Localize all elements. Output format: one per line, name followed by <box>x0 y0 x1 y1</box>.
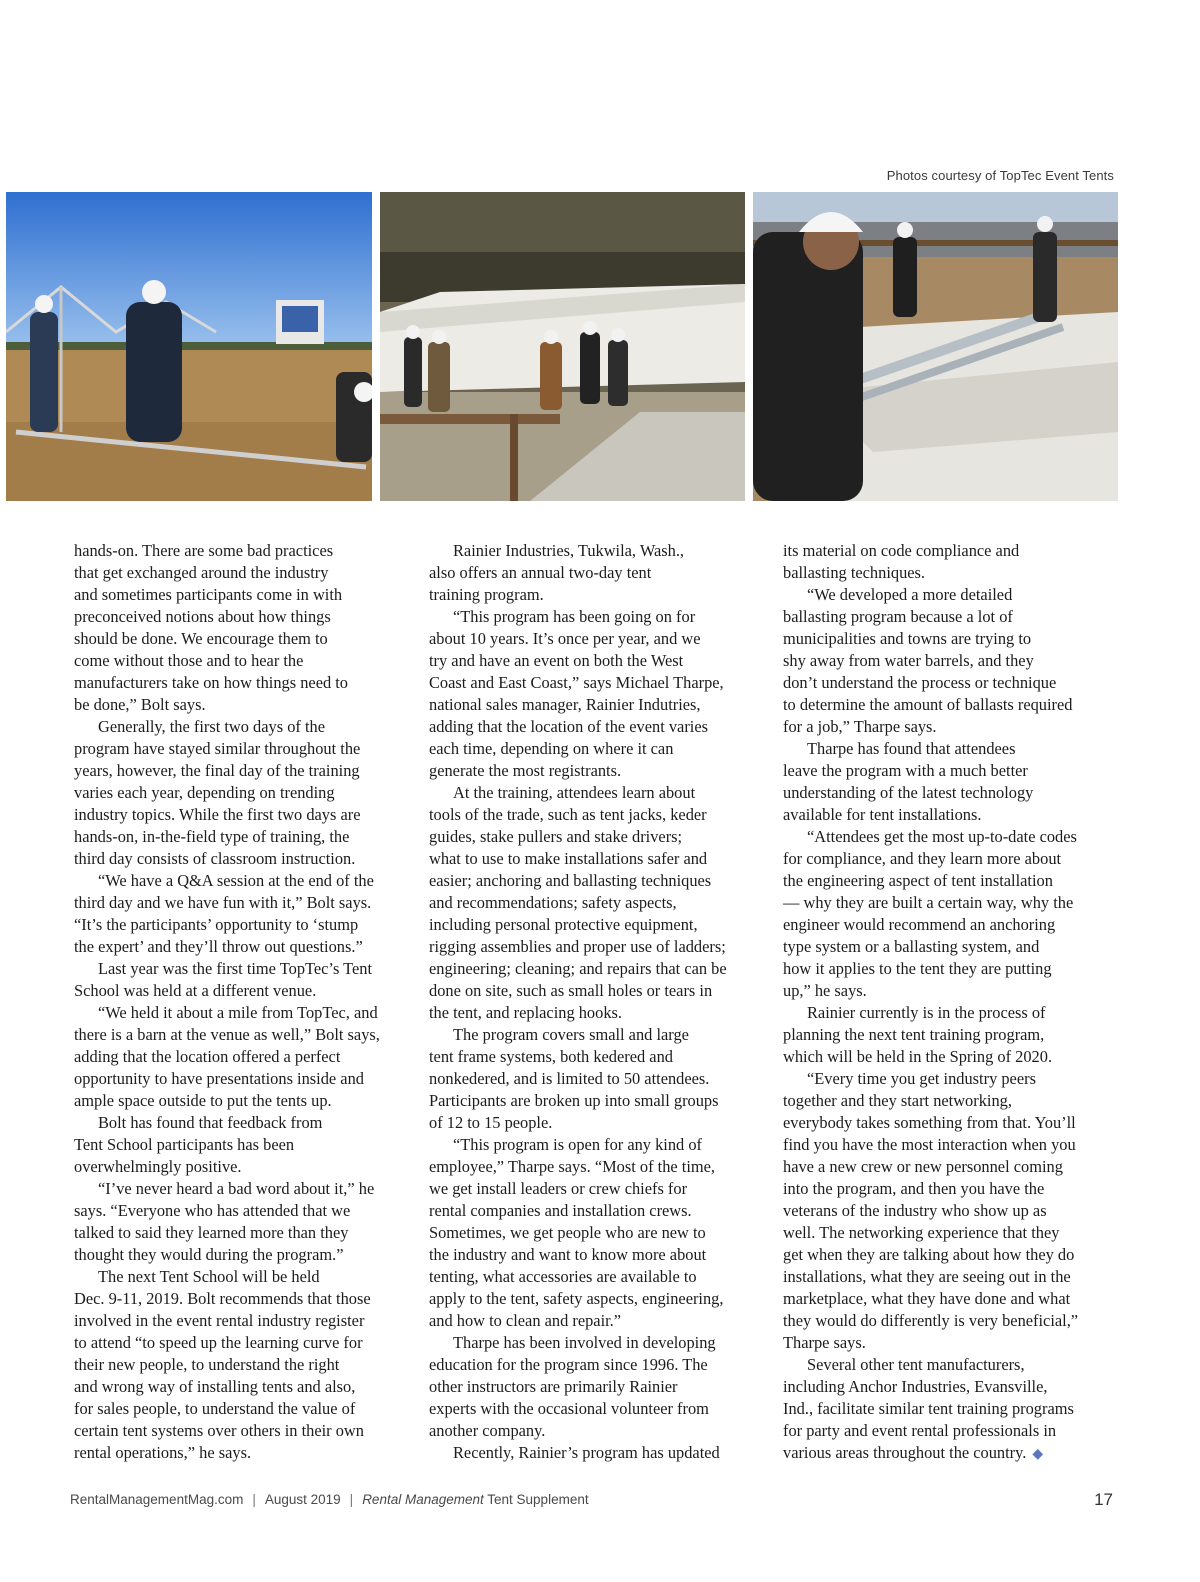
paragraph: Generally, the first two days of the program have stayed similar throughout the years, however, the final day of the training varies each year, depending on trending industry topics. While the first two days are hands-on, in-the-field type of training, the third day consists of classroom instruction. <box>74 717 361 868</box>
paragraph: “I’ve never heard a bad word about it,” he says. “Everyone who has attended that we talked to said they learned more than they thought they would during the program.” <box>74 1179 375 1264</box>
paragraph: “We held it about a mile from TopTec, and there is a barn at the venue as well,” Bolt says, adding that the location offered a perfect opportunity to have presentations inside and ample space outside to put the tents up. <box>74 1003 380 1110</box>
paragraph: “We have a Q&A session at the end of the third day and we have fun with it,” Bolt says. “It’s the participants’ opportunity to ‘stump the expert’ and they’ll throw out questions.” <box>74 871 374 956</box>
paragraph: Rainier currently is in the process of planning the next tent training program, which will be held in the Spring of 2020. <box>783 1003 1053 1066</box>
paragraph: Tharpe has found that attendees leave the program with a much better understanding of the latest technology available for tent installations. <box>783 739 1034 824</box>
footer-site-link[interactable]: RentalManagementMag.com <box>70 1492 244 1507</box>
paragraph: Tharpe has been involved in developing education for the program since 1996. The other instructors are primarily Rainier experts with the occasional volunteer from another company. <box>429 1333 716 1440</box>
paragraph: “This program has been going on for about 10 years. It’s once per year, and we try and have an event on both the West Coast and East Coast,” says Michael Tharpe, national sales manager, Rainier Indutries, adding that the location of the event varies each time, depending on where it can generate the most registrants. <box>429 607 724 780</box>
paragraph: its material on code compliance and ballasting techniques. <box>783 541 1020 582</box>
article-column-1 <box>74 540 408 1464</box>
paragraph: “Every time you get industry peers together and they start networking, everybody takes something from that. You’ll find you have the most interaction when you have a new crew or new personnel coming into the program, and then you have the veterans of the industry who show up as well. The networking experience that they get when they are talking about how they do installations, what they are seeing out in the marketplace, what they have done and what they would do differently is very beneficial,” Tharpe says. <box>783 1069 1079 1352</box>
article-column-2 <box>429 540 763 1464</box>
footer-separator: | <box>349 1492 354 1507</box>
footer-supplement: Tent Supplement <box>483 1492 589 1507</box>
photo-credit: Photos courtesy of TopTec Event Tents <box>886 168 1114 183</box>
paragraph: “We developed a more detailed ballasting program because a lot of municipalities and towns are trying to shy away from water barrels, and they don’t understand the process or technique to determine the amount of ballasts required for a job,” Tharpe says. <box>783 585 1073 736</box>
photo-tent-frame-field <box>6 192 372 501</box>
page-footer <box>70 1492 589 1507</box>
paragraph: The next Tent School will be held Dec. 9-11, 2019. Bolt recommends that those involved in the event rental industry register to attend “to speed up the learning curve for their new people, to understand the right and wrong way of installing tents and also, for sales people, to understand the value of certain tent systems over others in their own rental operations,” he says. <box>74 1267 371 1462</box>
paragraph: Bolt has found that feedback from Tent School participants has been overwhelmingly positive. <box>74 1113 323 1176</box>
paragraph-final <box>783 1354 1117 1466</box>
page-number: 17 <box>1094 1490 1113 1509</box>
footer-separator: | <box>252 1492 256 1507</box>
footer-issue: August 2019 <box>264 1492 341 1507</box>
article-column-3 <box>783 540 1117 1466</box>
paragraph: At the training, attendees learn about tools of the trade, such as tent jacks, keder guides, stake pullers and stake drivers; what to use to make installations safer and easier; anchoring and ballasting techniques and recommendations; safety aspects, including personal protective equipment, rigging assemblies and proper use of ladders; engineering; cleaning; and repairs that can be done on site, such as small holes or tears in the tent, and replacing hooks. <box>429 783 727 1022</box>
paragraph: Last year was the first time TopTec’s Tent School was held at a different venue. <box>74 959 373 1000</box>
photo-worker-carrying-pipes <box>753 192 1118 501</box>
paragraph: Recently, Rainier’s program has updated <box>453 1443 720 1462</box>
paragraph: The program covers small and large tent frame systems, both kedered and nonkedered, and is limited to 50 attendees. Participants are broken up into small groups of 12 to 15 people. <box>429 1025 719 1132</box>
paragraph: “Attendees get the most up-to-date codes for compliance, and they learn more about the engineering aspect of tent installation — why they are built a certain way, why the engineer would recommend an anchoring type system or a ballasting system, and how it applies to the tent they are putting up,” he says. <box>783 827 1077 1000</box>
photo-white-tent-crew <box>380 192 745 501</box>
paragraph: “This program is open for any kind of employee,” Tharpe says. “Most of the time, we get install leaders or crew chiefs for rental companies and installation crews. Sometimes, we get people who are new to the industry and want to know more about tenting, what accessories are available to apply to the tent, safety aspects, engineering, and how to clean and repair.” <box>429 1135 724 1330</box>
paragraph: hands-on. There are some bad practices that get exchanged around the industry and sometimes participants come in with preconceived notions about how things should be done. We encourage them to come without those and to hear the manufacturers take on how things need to be done,” Bolt says. <box>74 541 349 714</box>
end-of-article-icon: ◆ <box>1032 1447 1044 1462</box>
paragraph: Rainier Industries, Tukwila, Wash., also offers an annual two-day tent training program. <box>429 541 685 604</box>
paragraph-final-text: Several other tent manufacturers, including Anchor Industries, Evansville, Ind., facilitate similar tent training programs for party and event rental professionals in various areas throughout the country. <box>783 1355 1074 1462</box>
footer-magazine-name: Rental Management <box>362 1492 484 1507</box>
